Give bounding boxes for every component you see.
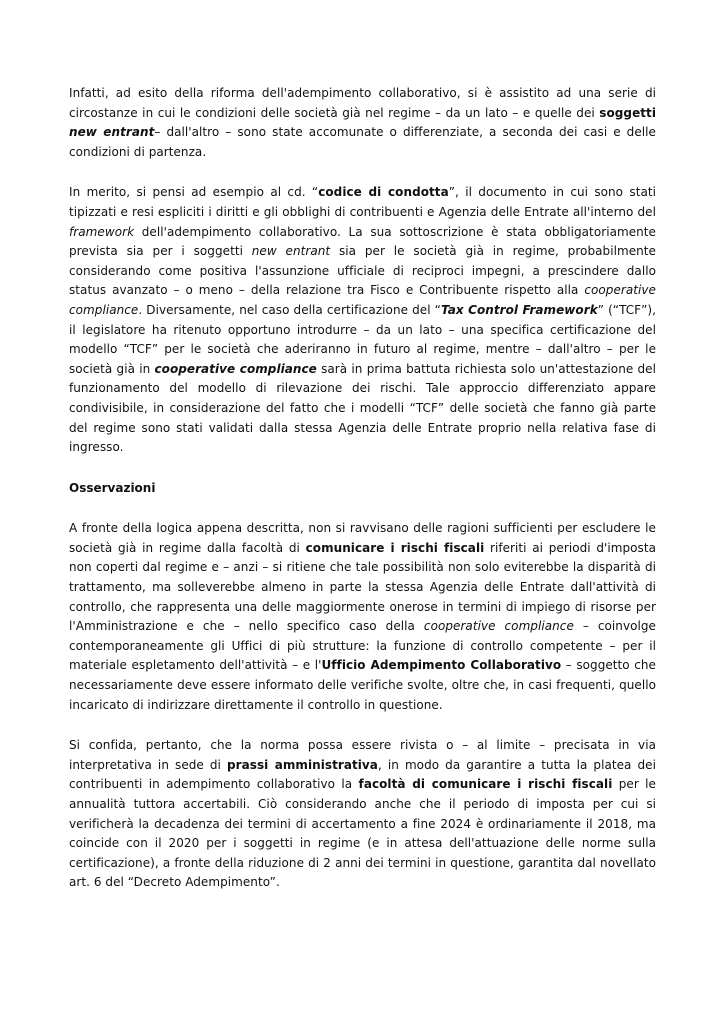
bold-italic-term: cooperative compliance (154, 361, 317, 376)
bold-italic-term: Tax Control Framework (440, 302, 598, 317)
paragraph-1: Infatti, ad esito della riforma dell'adempimento collaborativo, si è assistito ad una serie di circostanze in cui le condizioni delle società già nel regime – da un lato – e quelle dei soggetti new entrant– dall'altro – sono state accomunate o differenziate, a seconda dei casi e delle condizioni di partenza. (69, 86, 656, 159)
bold-term: prassi amministrativa (227, 757, 378, 772)
section-heading: Osservazioni (69, 480, 156, 495)
bold-term: Ufficio Adempimento Collaborativo (321, 658, 562, 673)
italic-term: new entrant (251, 244, 331, 259)
paragraph-4: Si confida, pertanto, che la norma possa essere rivista o – al limite – precisata in via interpretativa in sede di prassi amministrativa, in modo da garantire a tutta la platea dei contribuenti in adempimento collaborativo la facoltà di comunicare i rischi fiscali per le annualità tuttora accertabili. Ciò considerando anche che il periodo di imposta per cui si verificherà la decadenza dei termini di accertamento a fine 2024 è ordinariamente il 2018, ma coincide con il 2020 per i soggetti in regime (e in attesa dell'attuazione delle norme sulla certificazione), a fronte della riduzione di 2 anni dei termini in questione, garantita dal novellato art. 6 del “Decreto Adempimento”. (69, 738, 656, 890)
italic-term: cooperative compliance (423, 619, 574, 634)
paragraph-2: In merito, si pensi ad esempio al cd. “codice di condotta”, il documento in cui sono stati tipizzati e resi espliciti i diritti e gli obblighi di contribuenti e Agenzia delle Entrate all'interno del framework dell'adempimento collaborativo. La sua sottoscrizione è stata obbligatoriamente prevista sia per i soggetti new entrant sia per le società già in regime, probabilmente considerando come positiva l'assunzione ufficiale di reciproci impegni, a prescindere dallo status avanzato – o meno – della relazione tra Fisco e Contribuente rispetto alla cooperative compliance. Diversamente, nel caso della certificazione del “Tax Control Framework” (“TCF”), il legislatore ha ritenuto opportuno introdurre – da un lato – una specifica certificazione del modello “TCF” per le società che aderiranno in futuro al regime, mentre – dall'altro – per le società già in cooperative compliance sarà in prima battuta richiesta solo un'attestazione del funzionamento del modello di rilevazione dei rischi. Tale approccio differenziato appare condivisibile, in considerazione del fatto che i modelli “TCF” delle società che fanno già parte del regime sono stati validati dalla stessa Agenzia delle Entrate proprio nella relativa fase di ingresso. (69, 185, 657, 455)
italic-term: framework (69, 224, 135, 239)
paragraph-3: A fronte della logica appena descritta, non si ravvisano delle ragioni sufficienti per escludere le società già in regime dalla facoltà di comunicare i rischi fiscali riferiti ai periodi d'imposta non coperti dal regime e – anzi – si ritiene che tale possibilità non solo eviterebbe la disparità di trattamento, ma solleverebbe almeno in parte la stessa Agenzia delle Entrate dall'attività di controllo, che rappresenta una delle maggiormente onerose in termini di impiego di risorse per l'Amministrazione e che – nello specifico caso della cooperative compliance – coinvolge contemporaneamente gli Uffici di più strutture: la funzione di controllo competente – per il materiale espletamento dell'attività – e l'Ufficio Adempimento Collaborativo – soggetto che necessariamente deve essere informato delle verifiche svolte, oltre che, in casi frequenti, quello incaricato di indirizzare direttamente il controllo in questione. (69, 521, 656, 712)
bold-italic-term: new entrant (69, 125, 155, 140)
bold-term: codice di condotta (318, 185, 449, 200)
italic-term: cooperative compliance (69, 283, 656, 317)
bold-term: facoltà di comunicare i rischi fiscali (358, 777, 613, 792)
bold-term: soggetti (599, 105, 656, 120)
bold-term: comunicare i rischi fiscali (305, 540, 485, 555)
